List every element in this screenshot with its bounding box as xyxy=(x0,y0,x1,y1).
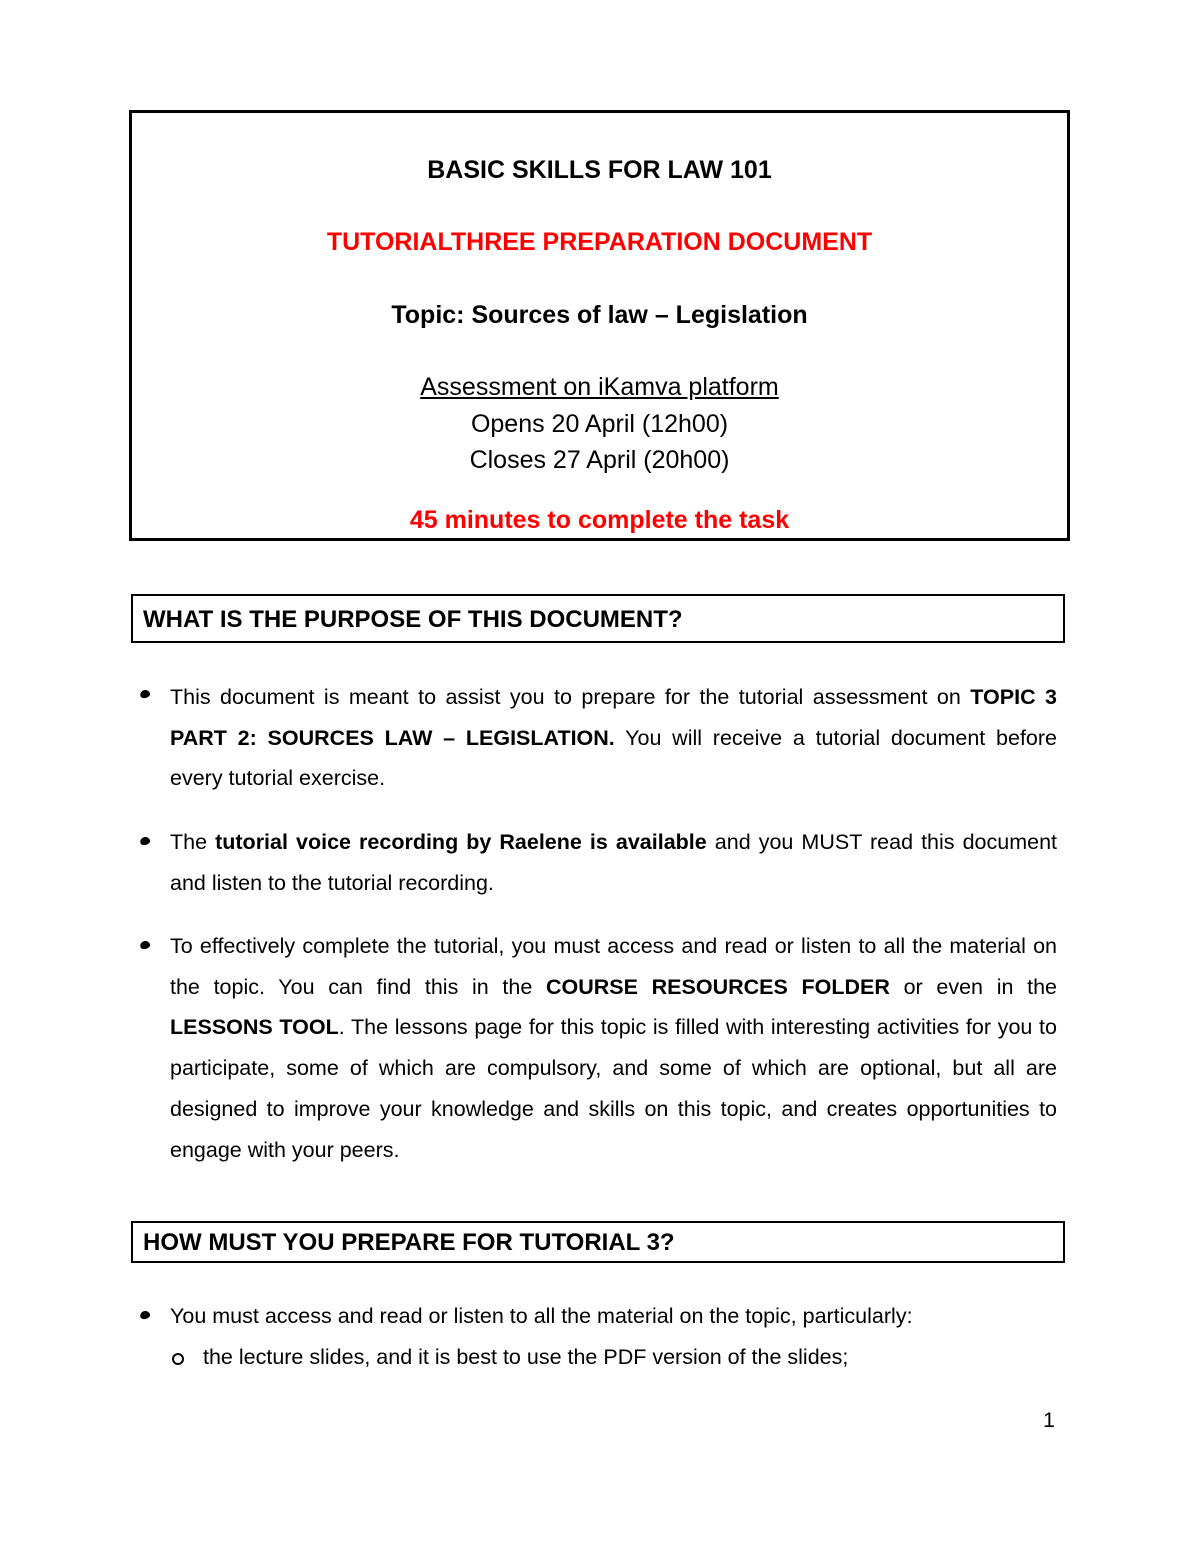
purpose-heading: WHAT IS THE PURPOSE OF THIS DOCUMENT? xyxy=(143,606,683,633)
prepare-section-header xyxy=(131,1221,1065,1263)
purpose-bullet-2-recording: tutorial voice recording by Raelene is available xyxy=(215,830,707,854)
purpose-bullet-3-text-a: To effectively complete the tutorial, you must access and read or listen to all the material on the topic. You can find this in the xyxy=(170,934,1057,999)
prepare-sub-bullet: the lecture slides, and it is best to use the PDF version of the slides; xyxy=(203,1345,849,1369)
prepare-bullet: You must access and read or listen to all the material on the topic, particularly: xyxy=(170,1304,913,1328)
course-title: BASIC SKILLS FOR LAW 101 xyxy=(427,156,772,184)
topic-title: Topic: Sources of law – Legislation xyxy=(391,301,808,329)
purpose-section-header xyxy=(131,594,1065,643)
purpose-bullet-1-topic: TOPIC 3 PART 2: SOURCES LAW – LEGISLATION. xyxy=(170,685,1057,750)
circle-bullet-icon xyxy=(172,1353,184,1365)
purpose-bullet-2-text-a: The xyxy=(170,830,216,854)
purpose-bullet-2 xyxy=(170,822,1057,903)
purpose-bullet-1 xyxy=(170,677,1057,799)
document-type-title: TUTORIALTHREE PREPARATION DOCUMENT xyxy=(326,228,873,256)
purpose-bullet-2-text-b: and you MUST read this document and listen to the tutorial recording. xyxy=(170,830,1058,895)
purpose-bullet-3-course-resources: COURSE RESOURCES FOLDER xyxy=(546,974,890,999)
opens-date: Opens 20 April (12h00) xyxy=(470,410,729,438)
purpose-bullet-3-text-b: or even in the xyxy=(889,974,1057,999)
bullet-icon xyxy=(139,836,151,846)
assessment-platform-text: Assessment on iKamva platform xyxy=(420,373,779,401)
closes-date: Closes 27 April (20h00) xyxy=(469,446,730,474)
prepare-heading: HOW MUST YOU PREPARE FOR TUTORIAL 3? xyxy=(143,1229,675,1256)
purpose-bullet-1-text-b: You will receive a tutorial document before every tutorial exercise. xyxy=(170,725,1057,791)
bullet-icon xyxy=(139,940,151,950)
title-box xyxy=(129,110,1070,541)
bullet-icon xyxy=(139,1310,151,1320)
purpose-bullet-1-text-a: This document is meant to assist you to prepare for the tutorial assessment on xyxy=(170,685,971,709)
duration-notice: 45 minutes to complete the task xyxy=(409,506,790,534)
assessment-platform xyxy=(132,372,1067,402)
page-number: 1 xyxy=(1043,1408,1055,1432)
purpose-bullet-3-lessons-tool: LESSONS TOOL xyxy=(170,1015,339,1040)
purpose-bullet-3-text-c: . The lessons page for this topic is filled with interesting activities for you to participate, some of which are compulsory, and some of which are optional, but all are designed to improve your knowledge and skills on this topic, and creates opportunities to engage with your peers. xyxy=(170,1015,1057,1162)
purpose-bullet-3 xyxy=(170,926,1057,1170)
bullet-icon xyxy=(139,689,151,699)
